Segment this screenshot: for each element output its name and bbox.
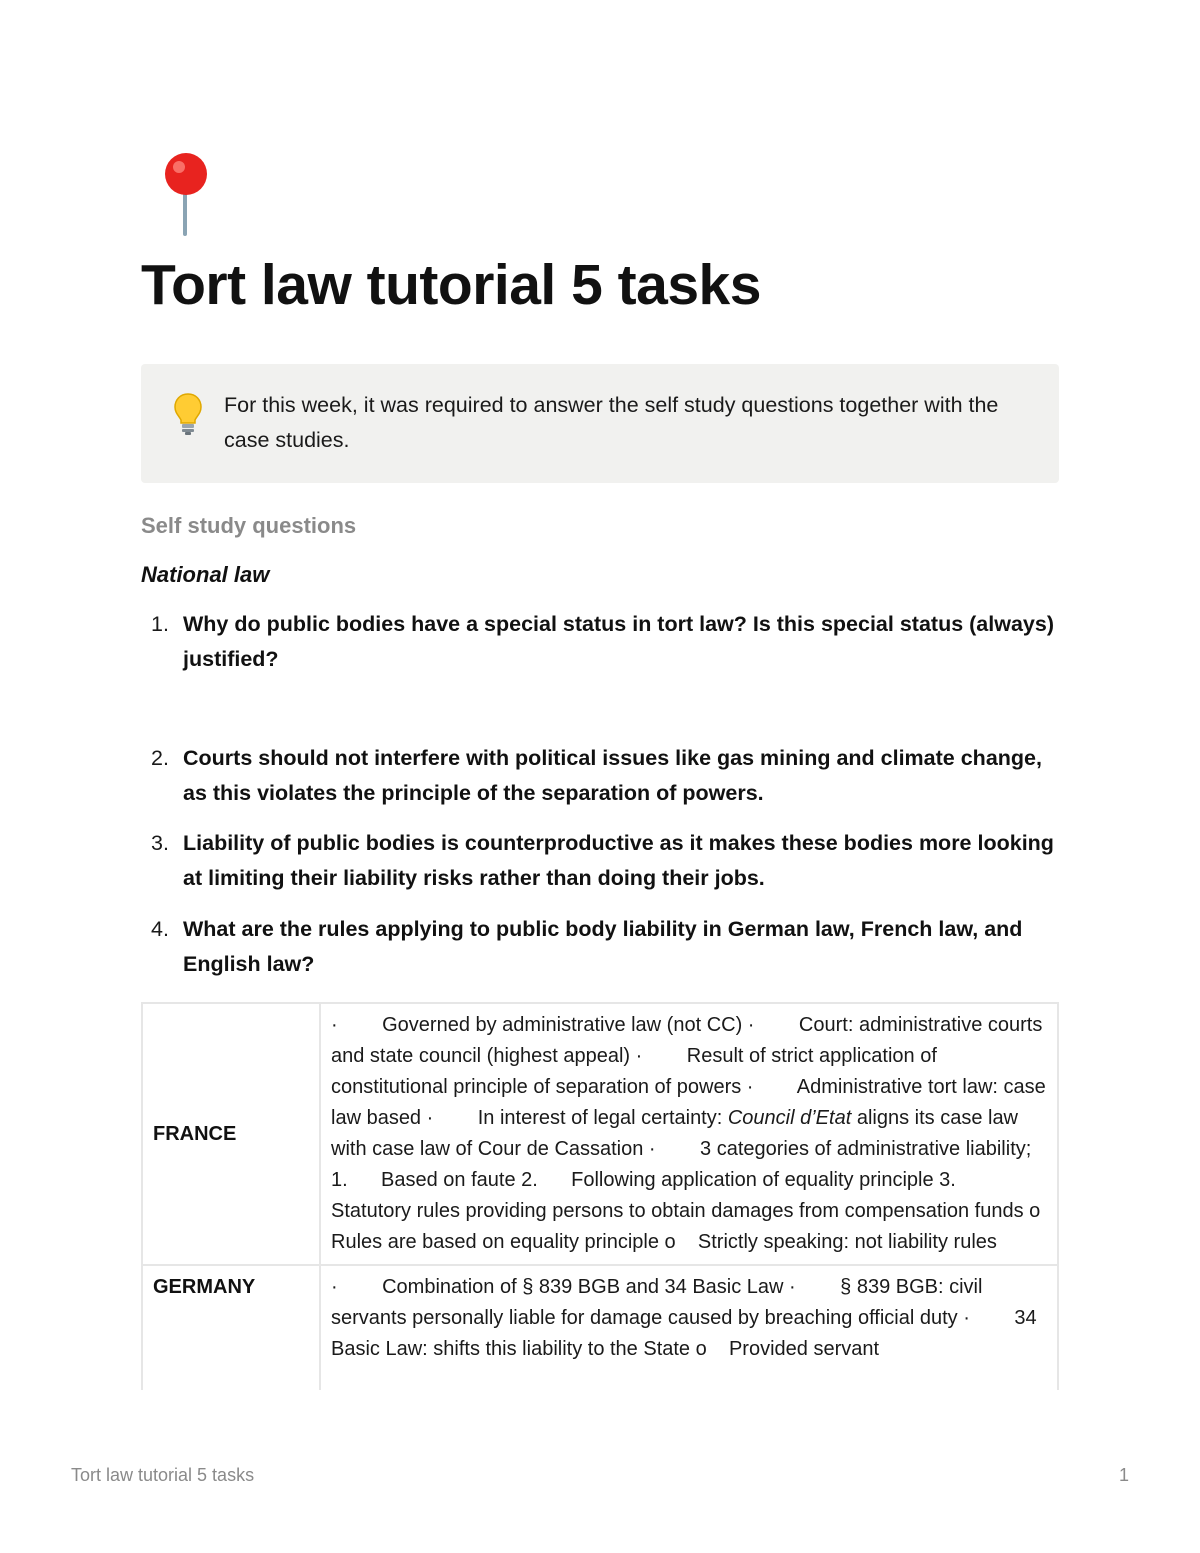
footer-title: Tort law tutorial 5 tasks: [71, 1465, 255, 1485]
table-cell-country: FRANCE: [142, 1003, 320, 1265]
liability-rules-table: [141, 1002, 1063, 1390]
list-number: 3.: [151, 831, 169, 855]
table-cell-description: · Combination of § 839 BGB and 34 Basic Law · § 839 BGB: civil servants personally liable for damage caused by breaching official duty · 34 Basic Law: shifts this liability to the State o Provided servant: [320, 1265, 1058, 1390]
callout-text: For this week, it was required to answer the self study questions together with the case studies.: [224, 393, 999, 452]
question-text: Liability of public bodies is counterproductive as it makes these bodies more looking at limiting their liability risks rather than doing their jobs.: [183, 831, 1054, 890]
question-text: What are the rules applying to public body liability in German law, French law, and English law?: [183, 917, 1023, 976]
table-row-germany: [142, 1265, 1058, 1390]
description-text: · Governed by administrative law (not CC) · Court: administrative courts and state council (highest appeal) · Result of strict application of constitutional principle of separation of powers · Administrative tort law: case law based · In interest of legal certainty:: [331, 1014, 1052, 1129]
description-text: aligns its case law with case law of Cour de Cassation · 3 categories of administrative liability; 1. Based on faute 2. Following application of equality principle 3. Statutory rules providing persons to obtain damages from compensation funds o Rules are based on equality principle o Strictly speaking: not liability rules: [331, 1107, 1063, 1253]
question-text: Courts should not interfere with political issues like gas mining and climate change, as this violates the principle of the separation of powers.: [183, 746, 1042, 805]
section-heading: Self study questions: [141, 513, 357, 538]
list-number: 1.: [151, 612, 169, 636]
pushpin-icon: [160, 150, 216, 238]
table-cell-country: GERMANY: [142, 1265, 320, 1390]
question-text: Why do public bodies have a special status in tort law? Is this special status (always) justified?: [183, 612, 1054, 671]
list-number: 2.: [151, 746, 169, 770]
callout-box: [141, 364, 1059, 483]
page-title: Tort law tutorial 5 tasks: [141, 253, 761, 317]
subheading-national-law: National law: [141, 562, 270, 587]
table-cell-description: [320, 1003, 1063, 1265]
list-number: 4.: [151, 917, 169, 941]
description-italic-text: Council d’Etat: [727, 1107, 852, 1129]
footer-page-number: 1: [1118, 1465, 1129, 1485]
table-row-france: [142, 1003, 1058, 1265]
light-bulb-icon: [173, 392, 203, 436]
